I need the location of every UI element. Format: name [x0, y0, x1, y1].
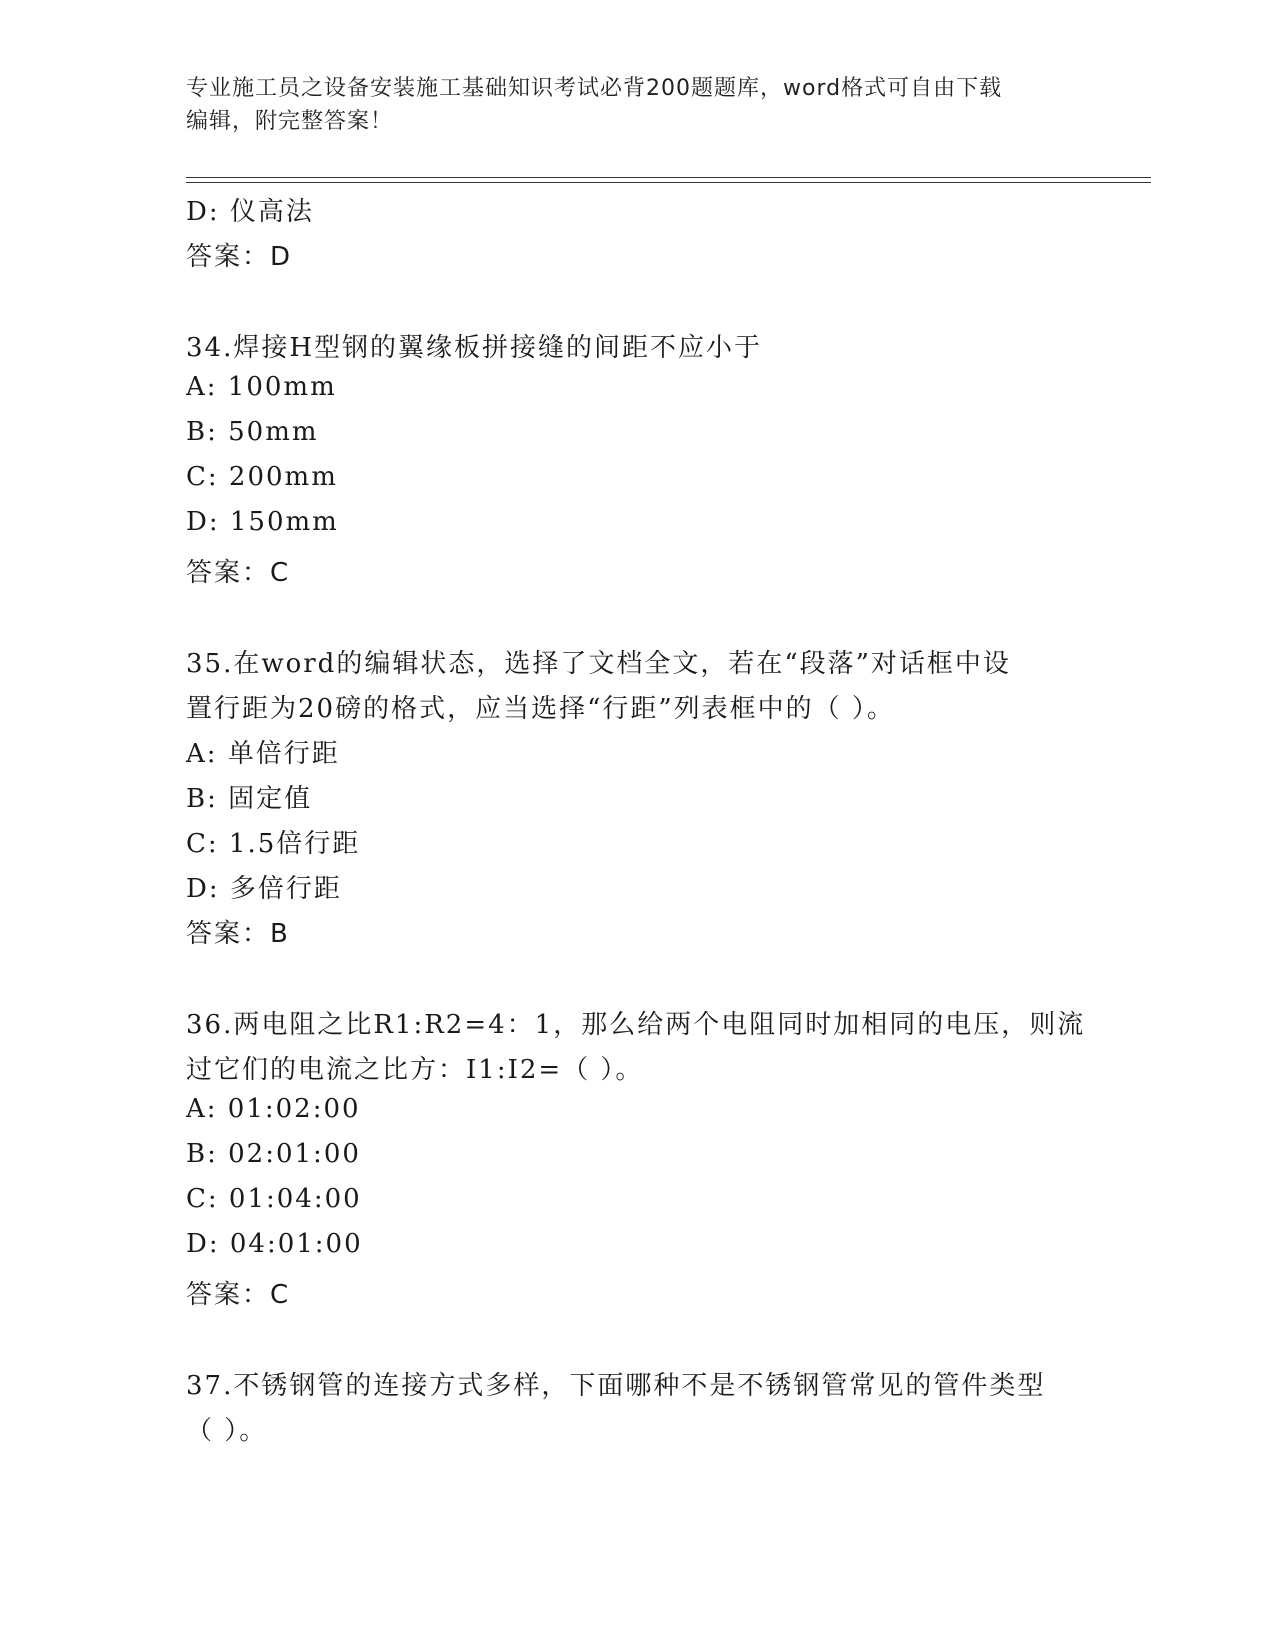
- q34-answer: 答案：C: [186, 558, 291, 588]
- q35-option-a: A: 单倍行距: [186, 739, 340, 769]
- q35-answer: 答案：B: [186, 919, 290, 949]
- q36-option-a: A: 01:02:00: [186, 1094, 361, 1124]
- document-header: [186, 72, 1086, 138]
- q36-option-b: B: 02:01:00: [186, 1139, 361, 1169]
- header-line-2: 编辑，附完整答案！: [186, 109, 394, 134]
- q36-stem-line-1: 36.两电阻之比R1:R2=4：1，那么给两个电阻同时加相同的电压，则流: [186, 1010, 1086, 1040]
- q36-option-d: D: 04:01:00: [186, 1229, 363, 1259]
- header-rule-bottom: [186, 182, 1151, 183]
- q37-stem-line-2: （ ）。: [186, 1416, 268, 1446]
- header-rule-top: [186, 177, 1151, 178]
- q35-stem-line-1: 35.在word的编辑状态，选择了文档全文，若在“段落”对话框中设: [186, 649, 1011, 679]
- q36-answer: 答案：C: [186, 1280, 291, 1310]
- q36-option-c: C: 01:04:00: [186, 1184, 362, 1214]
- q34-option-c: C: 200mm: [186, 462, 338, 492]
- header-line-1: 专业施工员之设备安装施工基础知识考试必背200题题库，word格式可自由下载: [186, 76, 1003, 101]
- q34-option-d: D: 150mm: [186, 507, 339, 537]
- q37-stem-line-1: 37.不锈钢管的连接方式多样，下面哪种不是不锈钢管常见的管件类型: [186, 1371, 1046, 1401]
- q35-option-d: D: 多倍行距: [186, 874, 342, 904]
- q36-stem-line-2: 过它们的电流之比方：I1:I2=（ ）。: [186, 1055, 644, 1085]
- q34-stem: 34.焊接H型钢的翼缘板拼接缝的间距不应小于: [186, 333, 763, 363]
- q33-answer: 答案：D: [186, 242, 293, 272]
- q34-option-a: A: 100mm: [186, 372, 337, 402]
- q35-option-b: B: 固定值: [186, 784, 313, 814]
- q35-stem-line-2: 置行距为20磅的格式，应当选择“行距”列表框中的（ ）。: [186, 694, 895, 724]
- q33-option-d: D: 仪高法: [186, 197, 314, 227]
- q34-option-b: B: 50mm: [186, 417, 319, 447]
- q35-option-c: C: 1.5倍行距: [186, 829, 361, 859]
